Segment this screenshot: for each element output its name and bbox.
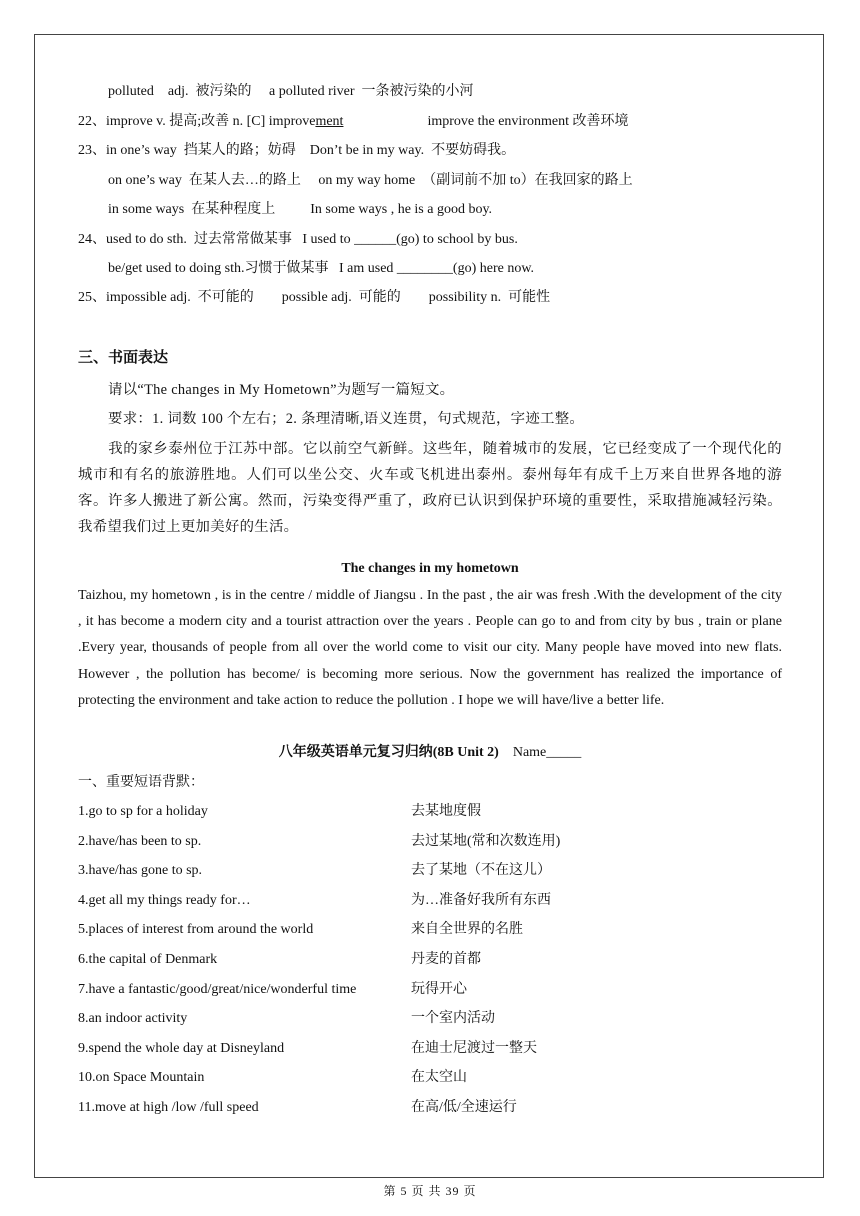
phrase-chinese: 来自全世界的名胜 bbox=[411, 922, 523, 938]
vocab-line-improve bbox=[78, 112, 628, 132]
phrase-row bbox=[78, 832, 782, 852]
phrase-row bbox=[78, 980, 782, 1000]
section-heading-writing: 三、书面表达 bbox=[78, 348, 169, 366]
phrase-row bbox=[78, 920, 782, 940]
phrase-english: 4.get all my things ready for… bbox=[78, 892, 251, 908]
phrase-english: 11.move at high /low /full speed bbox=[78, 1100, 259, 1115]
writing-prompt bbox=[78, 377, 782, 403]
vocab-line-in-some-ways bbox=[108, 200, 492, 220]
phrase-section-heading: 一、重要短语背默： bbox=[78, 775, 204, 790]
phrase-english: 8.an indoor activity bbox=[78, 1011, 188, 1027]
phrase-chinese: 玩得开心 bbox=[411, 981, 467, 997]
phrase-english: 7.have a fantastic/good/great/nice/wonderful time bbox=[78, 981, 357, 997]
phrase-row bbox=[78, 1098, 782, 1118]
vocab-text: 25、impossible adj. 不可能的 possible adj. 可能的 possibility n. 可能性 bbox=[78, 290, 551, 305]
chinese-passage-text: 我的家乡泰州位于江苏中部。它以前空气新鲜。这些年，随着城市的发展，它已经变成了一个现代化的城市和有名的旅游胜地。人们可以坐公交、火车或飞机进出泰州。泰州每年有成千上万来自世界各地的游客。许多人搬进了新公寓。然而，污染变得严重了，政府已认识到保护环境的重要性，采取措施减轻污染。我希望我们过上更加美好的生活。 bbox=[78, 441, 782, 535]
phrase-english: 5.places of interest from around the world bbox=[78, 922, 314, 938]
phrase-row bbox=[78, 1009, 782, 1029]
phrase-row bbox=[78, 861, 782, 881]
phrase-chinese: 丹麦的首都 bbox=[411, 952, 481, 967]
phrase-english: 1.go to sp for a holiday bbox=[78, 804, 208, 819]
requirements-text: 要求：1. 词数 100 个左右；2. 条理清晰,语义连贯，句式规范，字迹工整。 bbox=[108, 411, 585, 427]
vocab-line-on-ones-way bbox=[108, 171, 633, 191]
writing-chinese-passage bbox=[78, 436, 782, 540]
phrase-english: 3.have/has gone to sp. bbox=[78, 863, 203, 879]
name-blank: Name_____ bbox=[512, 745, 582, 760]
phrase-chinese: 去某地度假 bbox=[411, 804, 481, 819]
phrase-chinese: 去过某地(常和次数连用) bbox=[411, 833, 561, 849]
phrase-chinese: 在高/低/全速运行 bbox=[411, 1100, 517, 1115]
writing-requirements bbox=[78, 406, 782, 432]
unit-title: 八年级英语单元复习归纳(8B Unit 2) bbox=[278, 745, 499, 760]
phrase-row bbox=[78, 1039, 782, 1059]
vocab-text: on one’s way 在某人去…的路上 on my way home （副词前不加 to）在我回家的路上 bbox=[108, 173, 633, 188]
vocab-line-used-to bbox=[78, 230, 518, 250]
vocab-text: 22、improve v. 提高;改善 n. [C] improve bbox=[78, 114, 316, 129]
vocab-text: 24、used to do sth. 过去常常做某事 I used to ______(go) to school by bus. bbox=[78, 232, 518, 247]
phrase-row bbox=[78, 950, 782, 970]
phrase-english: 6.the capital of Denmark bbox=[78, 952, 218, 967]
vocab-text: be/get used to doing sth.习惯于做某事 I am used ________(go) here now. bbox=[108, 261, 535, 276]
vocab-line-impossible bbox=[78, 288, 550, 308]
phrase-row bbox=[78, 1068, 782, 1088]
phrase-row bbox=[78, 802, 782, 822]
vocab-text: polluted adj. 被污染的 a polluted river 一条被污染的小河 bbox=[108, 84, 474, 99]
unit-title-line bbox=[78, 743, 782, 763]
phrase-chinese: 在迪士尼渡过一整天 bbox=[411, 1040, 537, 1056]
vocab-line-be-used-to bbox=[108, 259, 534, 279]
phrase-chinese: 去了某地（不在这儿） bbox=[411, 863, 551, 879]
phrase-row bbox=[78, 891, 782, 911]
phrase-chinese: 在太空山 bbox=[411, 1070, 467, 1086]
vocab-line-polluted bbox=[108, 82, 474, 102]
vocab-text: 23、in one’s way 挡某人的路；妨碍 Don’t be in my way. 不要妨碍我。 bbox=[78, 143, 516, 158]
page-footer: 第 5 页 共 39 页 bbox=[383, 1184, 477, 1198]
essay-title: The changes in my hometown bbox=[341, 561, 519, 576]
vocab-text: in some ways 在某种程度上 In some ways , he is a good boy. bbox=[108, 202, 493, 217]
vocab-underlined-suffix: ment bbox=[315, 114, 344, 129]
phrase-chinese: 一个室内活动 bbox=[411, 1011, 495, 1027]
phrase-english: 2.have/has been to sp. bbox=[78, 833, 202, 849]
phrase-english: 10.on Space Mountain bbox=[78, 1070, 205, 1086]
phrase-chinese: 为…准备好我所有东西 bbox=[411, 892, 551, 908]
phrase-english: 9.spend the whole day at Disneyland bbox=[78, 1040, 285, 1056]
prompt-text: 请以“The changes in My Hometown”为题写一篇短文。 bbox=[108, 382, 455, 398]
vocab-text: improve the environment 改善环境 bbox=[427, 114, 629, 129]
vocab-line-in-ones-way bbox=[78, 141, 515, 161]
essay-body: Taizhou, my hometown , is in the centre / middle of Jiangsu . In the past , the air was fresh .With the development of the city , it has become a modern city and a tourist attraction over the years . People can go to and from city by bus , train or plane .Every year, thousands of people from all over the world come to visit our city. Many people have moved into new flats. However , the pollution has become/ is becoming more serious. Now the government has realized the importance of protecting the environment and take action to reduce the pollution . I hope we will have/live a better life. bbox=[78, 588, 782, 708]
